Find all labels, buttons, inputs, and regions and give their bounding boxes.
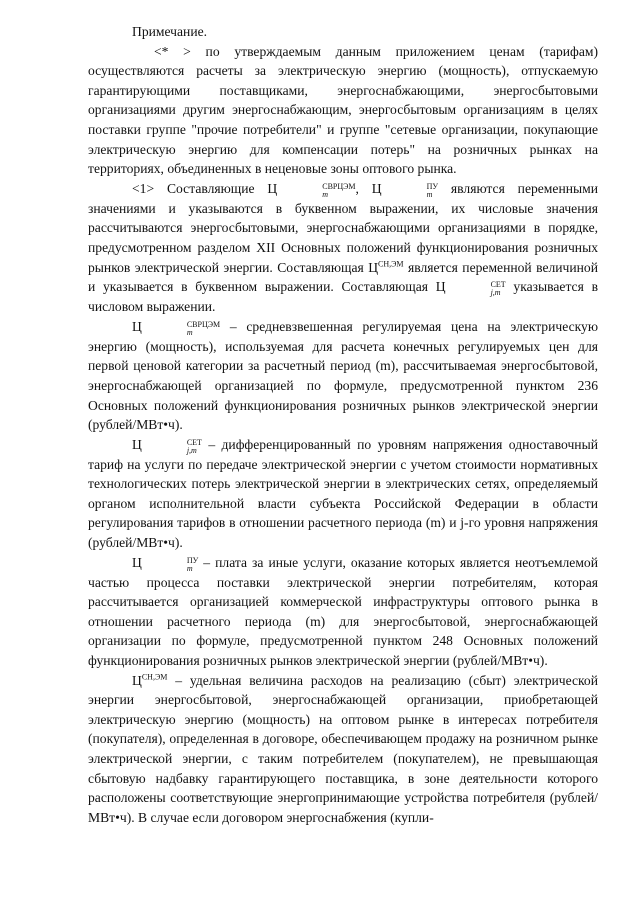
symbol-c-svrcem: Ц СВРЦЭМ m [132, 318, 221, 337]
definition-set: Ц СЕТ j,m – дифференцированный по уровням напряжения одноставочный тариф на услуги по передаче электрической энергии с учетом стоимости нормативных технологических потерь электрической энергии в электрических сетях, определяемый органом исполнительной власти субъекта Российской Федерации в области регулирования тарифов в отношении расчетного периода (m) и j-го уровня напряжения (рублей/МВт•ч). [88, 436, 598, 551]
symbol-c-sn: $Ц^{СН,ЭМ}$ [368, 259, 404, 275]
symbol-c-pu: Ц ПУ m [371, 180, 439, 199]
document-page [88, 22, 598, 827]
footnote-1: <1> Составляющие Ц СВРЦЭМ m , Ц ПУ m являются переменными значениями и указываются в буквенном выражении, их числовые значения рассчитываются энергосбытовыми, энергоснабжающими организациями в порядке, предусмотренном разделом XII Основных положений функционирования розничных рынков электрической энергии. Составляющая $Ц^{СН,ЭМ}$ является переменной величиной и указывается в буквенном выражении. Составляющая Ц СЕТ j,m указывается в числовом выражении. [88, 180, 599, 315]
symbol-c-pu: Ц ПУ m [132, 554, 199, 573]
symbol-c-set: Ц СЕТ j,m [132, 436, 202, 455]
footnote-star: <* > по утверждаемым данным приложением ценам (тарифам) осуществляются расчеты за электрическую энергию (мощность), отпускаемую гарантирующими поставщиками, энергоснабжающими, энергосбытовыми организациями другим энергоснабжающим, энергосбытовым организациям в целях поставки группе "прочие потребители" и группе "сетевые организации, покупающие электрическую энергию для компенсации потерь" на розничных рынках на территориях, объединенных в неценовые зоны оптового рынка. [88, 43, 598, 177]
symbol-c-svrcem: Ц СВРЦЭМ m [267, 180, 356, 199]
definition-sn: $Ц^{СН,ЭМ}$ – удельная величина расходов на реализацию (сбыт) электрической энергии энергосбытовой, энергоснабжающей организации, приобретающей электрическую энергию (мощность) на оптовом рынке в интересах потребителя (покупателя), определенная в договоре, обеспечивающем продажу на розничном рынке электрической энергии, с таким потребителем (покупателем), не превышающая сбытовую надбавку гарантирующего поставщика, в зоне деятельности которого расположены соответствующие энергопринимающие устройства потребителя (рублей/МВт•ч). В случае если договором энергоснабжения (купли- [88, 672, 598, 825]
symbol-c-sn: $Ц^{СН,ЭМ}$ [132, 672, 168, 688]
definition-svrcem: Ц СВРЦЭМ m – средневзвешенная регулируемая цена на электрическую энергию (мощность), используемая для расчета конечных регулируемых цен для первой ценовой категории за расчетный период (m), рассчитываемая энергосбытовой, энергоснабжающей организацией по формуле, предусмотренной пунктом 236 Основных положений функционирования розничных рынков электрической энергии (рублей/МВт•ч). [88, 318, 598, 433]
note-title: Примечание. [132, 24, 208, 39]
definition-pu: Ц ПУ m – плата за иные услуги, оказание которых является неотъемлемой частью процесса поставки электрической энергии потребителям, которая рассчитывается организацией коммерческой инфраструктуры оптового рынка в отношении расчетного периода (m) для энергосбытовой, энергоснабжающей организации по формуле, предусмотренной пунктом 248 Основных положений функционирования розничных рынков электрической энергии (рублей/МВт•ч). [88, 554, 598, 669]
symbol-c-set: Ц СЕТ j,m [435, 279, 506, 298]
